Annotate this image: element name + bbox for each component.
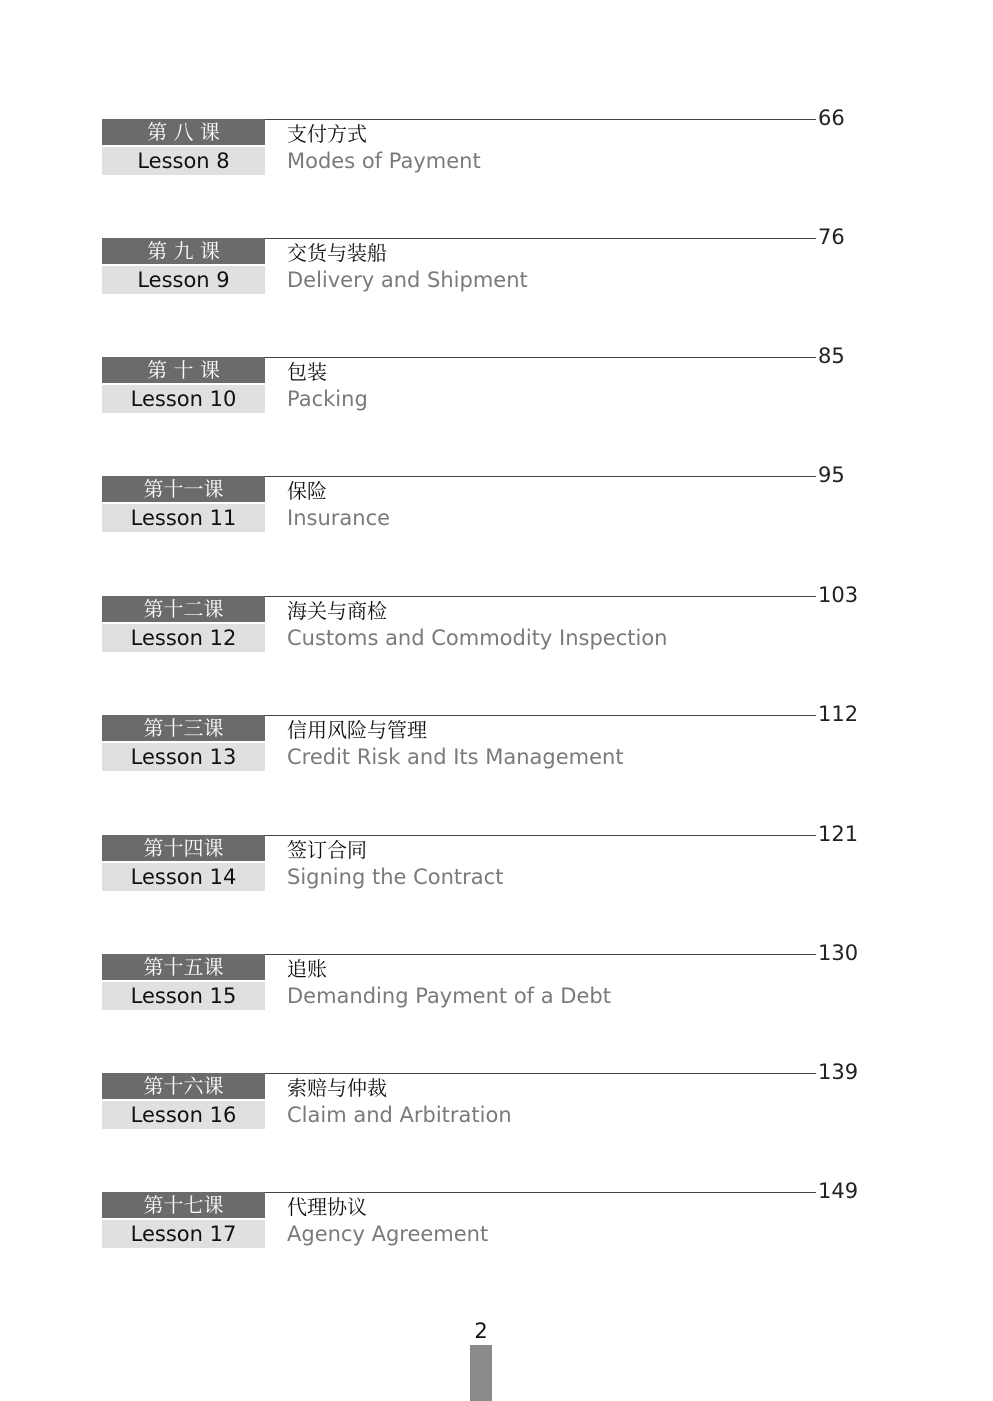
leader-rule [265, 835, 816, 836]
lesson-number-cn: 第十二课 [102, 596, 265, 622]
leader-rule [265, 238, 816, 239]
page-number: 103 [818, 583, 859, 607]
lesson-title-en: Delivery and Shipment [287, 268, 528, 292]
page-number: 76 [818, 225, 845, 249]
lesson-number-en: Lesson 14 [102, 863, 265, 891]
lesson-badge [102, 1192, 265, 1248]
lesson-number-en: Lesson 17 [102, 1220, 265, 1248]
lesson-number-en: Lesson 10 [102, 385, 265, 413]
lesson-number-cn: 第十七课 [102, 1192, 265, 1218]
lesson-title-cn: 支付方式 [287, 122, 367, 146]
lesson-number-cn: 第十六课 [102, 1073, 265, 1099]
lesson-number-en: Lesson 16 [102, 1101, 265, 1129]
lesson-title-en: Demanding Payment of a Debt [287, 984, 611, 1008]
lesson-title-cn: 索赔与仲裁 [287, 1076, 387, 1100]
lesson-title-en: Credit Risk and Its Management [287, 745, 624, 769]
lesson-badge [102, 476, 265, 532]
lesson-title-cn: 交货与装船 [287, 241, 387, 265]
toc-entry[interactable] [0, 106, 993, 179]
page-number: 149 [818, 1179, 859, 1203]
footer-tab-bar [470, 1345, 492, 1401]
lesson-number-en: Lesson 12 [102, 624, 265, 652]
lesson-number-en: Lesson 9 [102, 266, 265, 294]
lesson-number-cn: 第 九 课 [102, 238, 265, 264]
lesson-number-cn: 第十一课 [102, 476, 265, 502]
leader-rule [265, 119, 816, 120]
toc-entry[interactable] [0, 1179, 993, 1252]
lesson-number-en: Lesson 8 [102, 147, 265, 175]
lesson-badge [102, 835, 265, 891]
lesson-title-cn: 包装 [287, 360, 327, 384]
page-number: 139 [818, 1060, 859, 1084]
footer-page-number: 2 [474, 1319, 488, 1343]
lesson-title-cn: 保险 [287, 479, 327, 503]
lesson-number-cn: 第十三课 [102, 715, 265, 741]
lesson-number-cn: 第 八 课 [102, 119, 265, 145]
leader-rule [265, 1192, 816, 1193]
toc-entry[interactable] [0, 1060, 993, 1133]
lesson-title-cn: 信用风险与管理 [287, 718, 427, 742]
leader-rule [265, 1073, 816, 1074]
lesson-badge [102, 1073, 265, 1129]
lesson-title-en: Modes of Payment [287, 149, 481, 173]
lesson-number-en: Lesson 15 [102, 982, 265, 1010]
lesson-title-cn: 签订合同 [287, 838, 367, 862]
toc-entry[interactable] [0, 344, 993, 417]
lesson-badge [102, 119, 265, 175]
toc-entry[interactable] [0, 583, 993, 656]
leader-rule [265, 357, 816, 358]
lesson-title-en: Packing [287, 387, 368, 411]
lesson-badge [102, 357, 265, 413]
toc-entry[interactable] [0, 463, 993, 536]
lesson-badge [102, 596, 265, 652]
lesson-title-en: Customs and Commodity Inspection [287, 626, 668, 650]
toc-entry[interactable] [0, 225, 993, 298]
leader-rule [265, 476, 816, 477]
lesson-title-en: Signing the Contract [287, 865, 504, 889]
lesson-title-en: Insurance [287, 506, 391, 530]
page-number: 130 [818, 941, 859, 965]
lesson-badge [102, 954, 265, 1010]
lesson-title-en: Claim and Arbitration [287, 1103, 512, 1127]
toc-entry[interactable] [0, 702, 993, 775]
lesson-badge [102, 715, 265, 771]
page-number: 95 [818, 463, 845, 487]
lesson-title-cn: 代理协议 [287, 1195, 367, 1219]
lesson-title-cn: 追账 [287, 957, 327, 981]
lesson-title-en: Agency Agreement [287, 1222, 489, 1246]
lesson-number-en: Lesson 11 [102, 504, 265, 532]
lesson-number-cn: 第十四课 [102, 835, 265, 861]
leader-rule [265, 715, 816, 716]
page-number: 121 [818, 822, 859, 846]
toc-entry[interactable] [0, 941, 993, 1014]
page-number: 66 [818, 106, 845, 130]
page-number: 85 [818, 344, 845, 368]
page-number: 112 [818, 702, 859, 726]
leader-rule [265, 954, 816, 955]
lesson-badge [102, 238, 265, 294]
lesson-number-cn: 第十五课 [102, 954, 265, 980]
lesson-number-cn: 第 十 课 [102, 357, 265, 383]
toc-entry[interactable] [0, 822, 993, 895]
leader-rule [265, 596, 816, 597]
lesson-title-cn: 海关与商检 [287, 599, 387, 623]
lesson-number-en: Lesson 13 [102, 743, 265, 771]
